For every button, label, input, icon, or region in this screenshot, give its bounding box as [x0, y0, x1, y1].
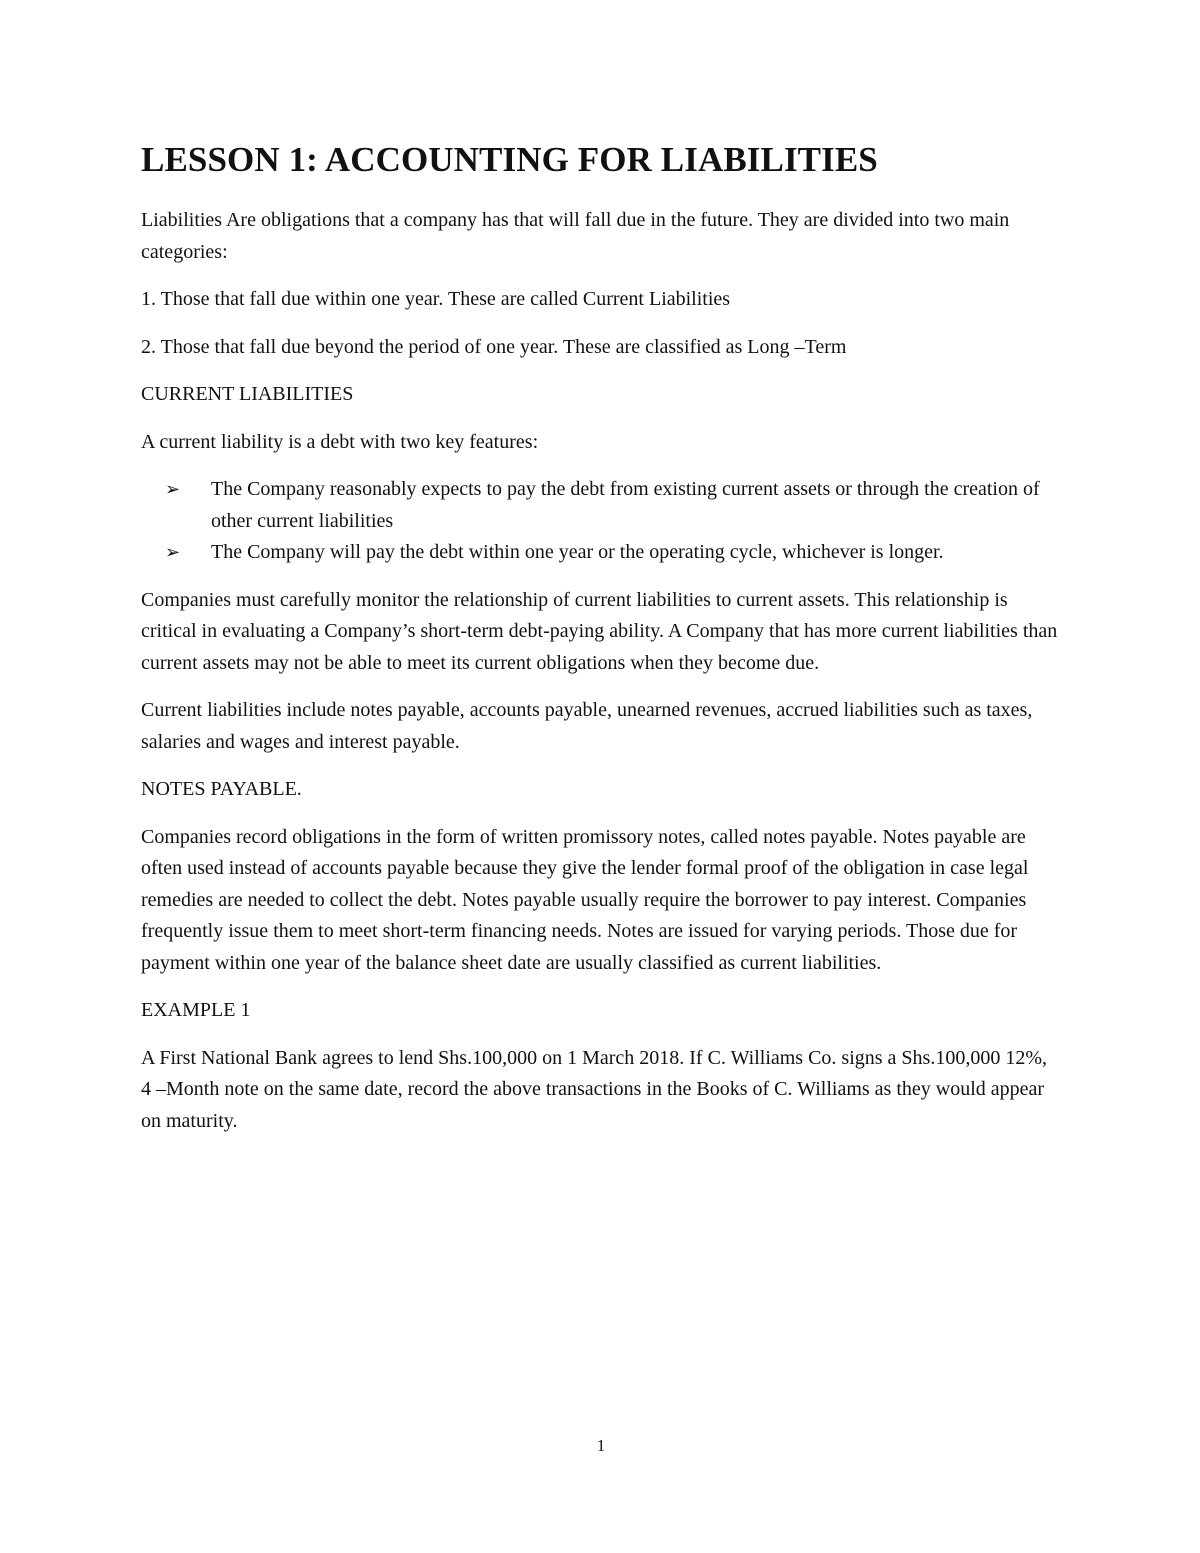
feature-list	[141, 474, 1061, 569]
current-liabilities-heading: CURRENT LIABILITIES	[141, 383, 354, 405]
notes-payable-paragraph: Companies record obligations in the form of written promissory notes, called notes payable. Notes payable are often used instead of accounts payable because they give the lender formal proof of the obligation in case legal remedies are needed to collect the debt. Notes payable usually require the borrower to pay interest. Companies frequently issue them to meet short-term financing needs. Notes are issued for varying periods. Those due for payment within one year of the balance sheet date are usually classified as current liabilities.	[141, 825, 1029, 974]
intro-paragraph: Liabilities Are obligations that a company has that will fall due in the future. They are divided into two main categories:	[141, 209, 1010, 263]
monitor-paragraph: Companies must carefully monitor the relationship of current liabilities to current assets. This relationship is critical in evaluating a Company’s short-term debt-paying ability. A Company that has more current liabilities than current assets may not be able to meet its current obligations when they become due.	[141, 588, 1058, 674]
lesson-title: LESSON 1: ACCOUNTING FOR LIABILITIES	[141, 140, 878, 179]
feature-text: The Company will pay the debt within one year or the operating cycle, whichever is longer.	[211, 541, 944, 563]
current-liability-definition: A current liability is a debt with two key features:	[141, 430, 539, 453]
notes-payable-heading: NOTES PAYABLE.	[141, 778, 302, 800]
include-paragraph: Current liabilities include notes payable, accounts payable, unearned revenues, accrued liabilities such as taxes, salaries and wages and interest payable.	[141, 699, 1033, 753]
category-item-2: 2. Those that fall due beyond the period of one year. These are classified as Long –Term	[141, 335, 847, 358]
arrowhead-bullet-icon: ➢	[165, 542, 181, 563]
page-number: 1	[596, 1436, 606, 1455]
document-page	[141, 0, 1061, 1553]
feature-item	[141, 537, 1061, 569]
category-item-1: 1. Those that fall due within one year. These are called Current Liabilities	[141, 288, 731, 310]
document-body	[141, 205, 1061, 1153]
feature-text: The Company reasonably expects to pay the debt from existing current assets or through the creation of other current liabilities	[211, 478, 1040, 532]
arrowhead-bullet-icon: ➢	[165, 479, 181, 500]
example-heading: EXAMPLE 1	[141, 999, 251, 1021]
example-paragraph: A First National Bank agrees to lend Shs.100,000 on 1 March 2018. If C. Williams Co. signs a Shs.100,000 12%, 4 –Month note on the same date, record the above transactions in the Books of C. Williams as they would appear on maturity.	[141, 1046, 1047, 1132]
feature-item	[141, 474, 1061, 537]
